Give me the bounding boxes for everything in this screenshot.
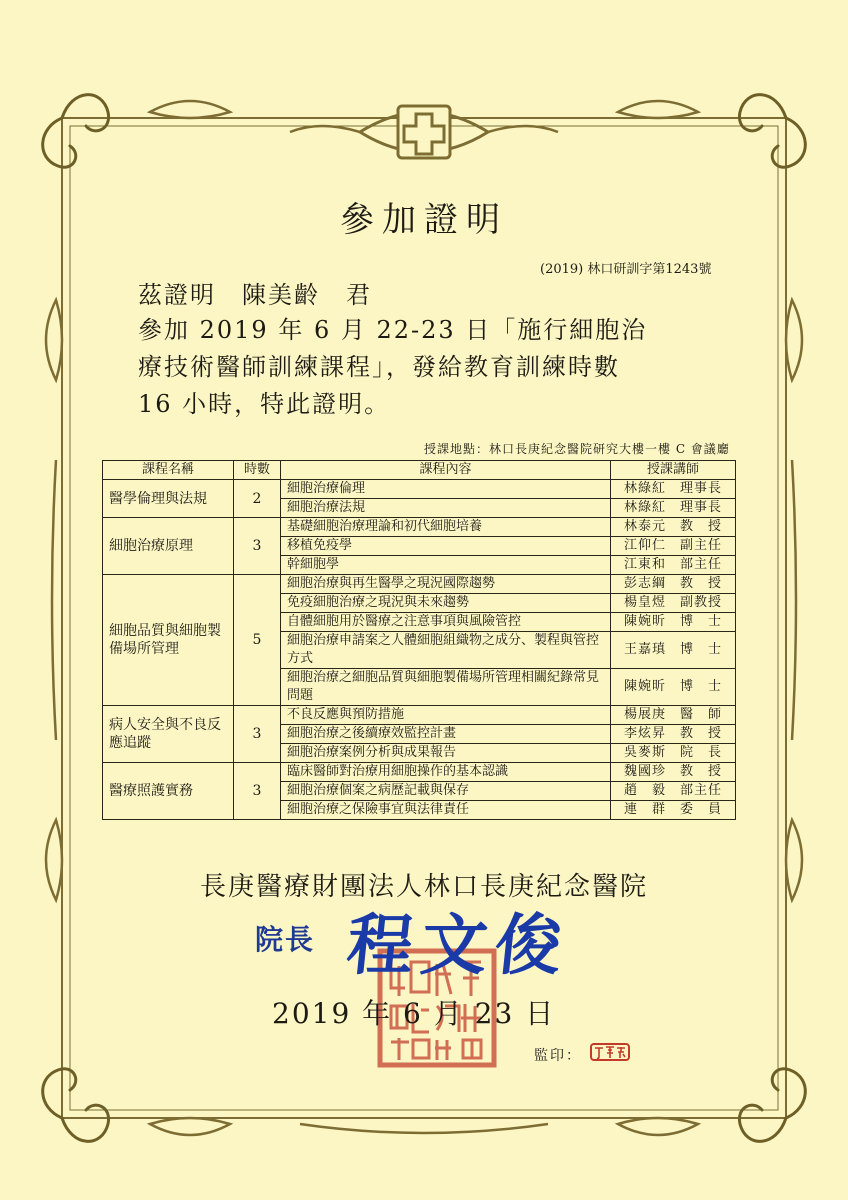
course-content: 細胞治療之後續療效監控計畫	[281, 725, 611, 744]
course-instructor: 李炫昇 教 授	[611, 725, 736, 744]
table-row	[103, 518, 736, 537]
header-content: 課程內容	[281, 461, 611, 480]
table-row	[103, 575, 736, 594]
course-hours: 3	[234, 706, 281, 763]
course-instructor: 林綠紅 理事長	[611, 480, 736, 499]
header-category: 課程名稱	[103, 461, 234, 480]
course-instructor: 連 群 委 員	[611, 801, 736, 820]
course-instructor: 陳婉昕 博 士	[611, 669, 736, 706]
certificate-number: (2019) 林口研訓字第1243號	[540, 262, 712, 277]
course-category: 病人安全與不良反應追蹤	[103, 706, 234, 763]
course-content: 移植免疫學	[281, 537, 611, 556]
table-row	[103, 706, 736, 725]
course-content: 細胞治療申請案之人體細胞組織物之成分、製程與管控方式	[281, 632, 611, 669]
course-category: 醫學倫理與法規	[103, 480, 234, 518]
course-content: 不良反應與預防措施	[281, 706, 611, 725]
course-content: 細胞治療倫理	[281, 480, 611, 499]
header-instructor: 授課講師	[611, 461, 736, 480]
course-hours: 5	[234, 575, 281, 706]
certificate-title: 參加證明	[340, 200, 508, 240]
course-instructor: 江仰仁 副主任	[611, 537, 736, 556]
certificate-body-line-2: 參加 2019 年 6 月 22-23 日「施行細胞治	[138, 316, 648, 344]
course-instructor: 林綠紅 理事長	[611, 499, 736, 518]
course-content: 幹細胞學	[281, 556, 611, 575]
course-instructor: 彭志綱 教 授	[611, 575, 736, 594]
course-instructor: 林泰元 教 授	[611, 518, 736, 537]
course-table	[102, 460, 736, 820]
course-category: 醫療照護實務	[103, 763, 234, 820]
course-instructor: 楊展庚 醫 師	[611, 706, 736, 725]
course-table-header	[103, 461, 736, 480]
course-content: 細胞治療與再生醫學之現況國際趨勢	[281, 575, 611, 594]
course-content: 基礎細胞治療理論和初代細胞培養	[281, 518, 611, 537]
course-hours: 2	[234, 480, 281, 518]
course-category: 細胞品質與細胞製備場所管理	[103, 575, 234, 706]
issue-date: 2019 年 6 月 23 日	[272, 997, 556, 1030]
course-instructor: 吳麥斯 院 長	[611, 744, 736, 763]
course-category: 細胞治療原理	[103, 518, 234, 575]
course-instructor: 趙 毅 部主任	[611, 782, 736, 801]
supervise-label: 監印：	[534, 1048, 582, 1064]
hospital-name: 長庚醫療財團法人林口長庚紀念醫院	[199, 872, 648, 902]
course-content: 細胞治療之保險事宜與法律責任	[281, 801, 611, 820]
course-content: 免疫細胞治療之現況與未來趨勢	[281, 594, 611, 613]
director-signature: 程文俊	[343, 906, 574, 984]
course-content: 細胞治療法規	[281, 499, 611, 518]
certificate-body-line-1: 茲證明 陳美齡 君	[138, 281, 372, 309]
table-row	[103, 480, 736, 499]
course-content: 細胞治療案例分析與成果報告	[281, 744, 611, 763]
course-instructor: 陳婉昕 博 士	[611, 613, 736, 632]
supervisor-stamp-icon	[590, 1043, 630, 1061]
course-content: 臨床醫師對治療用細胞操作的基本認識	[281, 763, 611, 782]
course-hours: 3	[234, 763, 281, 820]
course-instructor: 江東和 部主任	[611, 556, 736, 575]
certificate-body-line-3: 療技術醫師訓練課程」，發給教育訓練時數	[138, 353, 620, 381]
course-content: 細胞治療之細胞品質與細胞製備場所管理相關紀錄常見問題	[281, 669, 611, 706]
cross-emblem	[290, 106, 558, 158]
course-instructor: 王嘉瑱 博 士	[611, 632, 736, 669]
course-content: 自體細胞用於醫療之注意事項與風險管控	[281, 613, 611, 632]
course-instructor: 魏國珍 教 授	[611, 763, 736, 782]
certificate-body-line-4: 16 小時，特此證明。	[138, 390, 391, 418]
course-hours: 3	[234, 518, 281, 575]
venue-note: 授課地點：林口長庚紀念醫院研究大樓一樓 C 會議廳	[424, 442, 730, 456]
course-content: 細胞治療個案之病歷記載與保存	[281, 782, 611, 801]
director-label: 院長	[255, 923, 316, 956]
header-hours: 時數	[234, 461, 281, 480]
course-instructor: 楊皇煜 副教授	[611, 594, 736, 613]
table-row	[103, 763, 736, 782]
